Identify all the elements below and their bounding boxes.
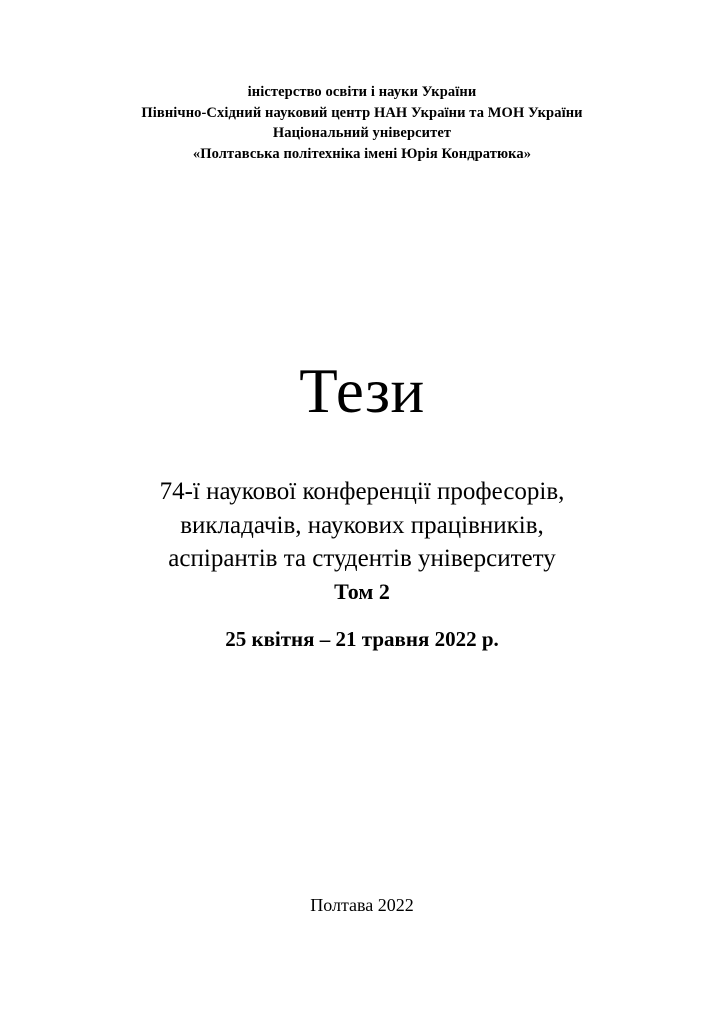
publication-imprint: Полтава 2022 [310, 895, 414, 915]
page-title: Тези [299, 356, 425, 427]
subtitle-line-3: аспірантів та студентів університету [168, 544, 556, 572]
conference-dates: 25 квітня – 21 травня 2022 р. [225, 627, 499, 652]
header-line-ministry: іністерство освіти і науки України [247, 84, 477, 100]
header-line-research-center: Північно-Східний науковий центр НАН України та МОН України [141, 104, 583, 121]
header-line-university-name: «Полтавська політехніка імені Юрія Кондратюка» [192, 145, 532, 162]
subtitle-line-2: викладачів, наукових працівників, [180, 511, 544, 539]
volume-label: Том 2 [334, 579, 390, 605]
subtitle-line-1: 74-ї наукової конференції професорів, [159, 478, 565, 506]
conference-subtitle [160, 475, 565, 575]
header-line-university: Національний університет [272, 125, 452, 142]
institution-header [141, 82, 582, 164]
